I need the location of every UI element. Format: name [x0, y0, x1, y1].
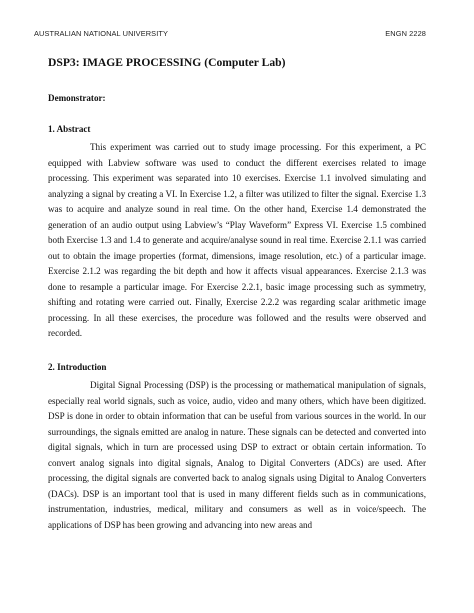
course-code: ENGN 2228: [385, 29, 426, 38]
introduction-section: [48, 362, 426, 533]
introduction-paragraph: Digital Signal Processing (DSP) is the processing or mathematical manipulation of signals, especially real world signals, such as voice, audio, video and many others, which have been digitized. DSP is done in order to obtain information that can be useful from various sources in the world. In our surroundings, the signals emitted are analog in nature. These signals can be detected and converted into digital signals, which in turn are processed using DSP to extract or obtain certain information. To convert analog signals into digital signals, Analog to Digital Converters (ADCs) are used. After processing, the digital signals are converted back to analog signals using Digital to Analog Converters (DACs). DSP is an important tool that is used in many different fields such as in communications, instrumentation, industries, medical, military and consumers as well as in voice/speech. The applications of DSP has been growing and advancing into new areas and: [48, 380, 426, 530]
university-name: AUSTRALIAN NATIONAL UNIVERSITY: [34, 29, 169, 38]
abstract-section: [48, 124, 426, 342]
abstract-paragraph: This experiment was carried out to study image processing. For this experiment, a PC equipped with Labview software was used to conduct the different exercises related to image processing. This experiment was separated into 10 exercises. Exercise 1.1 involved simulating and analyzing a signal by creating a VI. In Exercise 1.2, a filter was utilized to filter the signal. Exercise 1.3 was to acquire and analyze sound in real time. On the other hand, Exercise 1.4 demonstrated the generation of an audio output using Labview’s “Play Waveform” Express VI. Exercise 1.5 combined both Exercise 1.3 and 1.4 to generate and acquire/analyse sound in real time. Exercise 2.1.1 was carried out to obtain the image properties (format, dimensions, image resolution, etc.) of a particular image. Exercise 2.1.2 was regarding the bit depth and how it affects visual appearances. Exercise 2.1.3 was done to resample a particular image. For Exercise 2.2.1, basic image processing such as symmetry, shifting and rotating were carried out. Finally, Exercise 2.2.2 was regarding scalar arithmetic image processing. In all these exercises, the procedure was followed and the results were observed and recorded.: [48, 142, 426, 338]
abstract-heading: 1. Abstract: [48, 124, 91, 134]
introduction-heading: 2. Introduction: [48, 362, 107, 372]
document-title: DSP3: IMAGE PROCESSING (Computer Lab): [48, 56, 286, 69]
demonstrator-label: Demonstrator:: [48, 93, 106, 103]
running-header: [34, 29, 426, 38]
